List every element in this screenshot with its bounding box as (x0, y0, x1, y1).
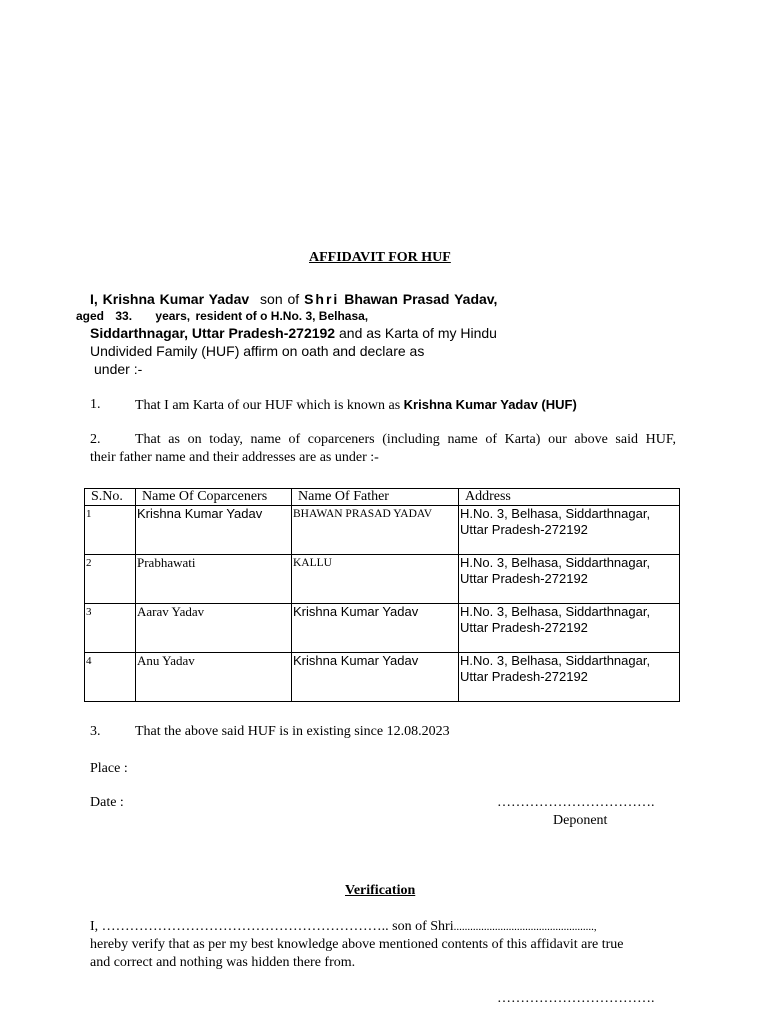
row-address: H.No. 3, Belhasa, Siddarthnagar, Uttar Pradesh-272192 (459, 653, 680, 702)
intro-line-1 (90, 291, 497, 307)
header-coparcener-name: Name Of Coparceners (136, 489, 292, 506)
row-sno: 3 (85, 604, 136, 653)
row-sno: 2 (85, 555, 136, 604)
huf-name: Krishna Kumar Yadav (HUF) (403, 397, 577, 412)
point-1-text (135, 397, 577, 414)
row-coparcener-name: Anu Yadav (136, 653, 292, 702)
coparceners-table (84, 488, 680, 702)
header-father-name: Name Of Father (292, 489, 459, 506)
row-coparcener-name: Prabhawati (136, 555, 292, 604)
point-3-text: That the above said HUF is in existing since 12.08.2023 (135, 724, 450, 739)
row-address: H.No. 3, Belhasa, Siddarthnagar, Uttar Pradesh-272192 (459, 506, 680, 555)
row-father-name: BHAWAN PRASAD YADAV (292, 506, 459, 555)
intro-line-2 (76, 309, 368, 323)
row-coparcener-name: Krishna Kumar Yadav (136, 506, 292, 555)
father-name: Bhawan Prasad Yadav, (344, 291, 498, 307)
point-3-number: 3. (90, 724, 101, 739)
deponent-signature-line: ……………………………. (497, 795, 655, 810)
row-sno: 4 (85, 653, 136, 702)
row-father-name: KALLU (292, 555, 459, 604)
table-row (85, 555, 680, 604)
intro-line-5: under :- (94, 361, 143, 377)
point-1-body: That I am Karta of our HUF which is known as (135, 398, 401, 413)
point-2-number: 2. (90, 432, 101, 447)
intro-line-3 (90, 325, 497, 341)
date-label: Date : (90, 795, 124, 810)
karta-clause: and as Karta of my Hindu (339, 325, 497, 341)
document-title: AFFIDAVIT FOR HUF (309, 250, 451, 265)
header-address: Address (459, 489, 680, 506)
age-value: 33. (115, 309, 133, 323)
table-row (85, 604, 680, 653)
verification-title: Verification (345, 883, 416, 898)
row-father-name: Krishna Kumar Yadav (292, 604, 459, 653)
point-2-line-1: That as on today, name of coparceners (including name of Karta) our above said HUF, (135, 432, 676, 447)
intro-prefix: I, (90, 291, 98, 307)
son-of-text: son of (260, 291, 300, 307)
row-father-name: Krishna Kumar Yadav (292, 653, 459, 702)
point-2-line-2: their father name and their addresses are as under :- (90, 450, 379, 465)
years-text: years, (155, 309, 191, 323)
resident-text: resident of o H.No. 3, Belhasa, (195, 309, 369, 323)
location-text: Siddarthnagar, Uttar Pradesh-272192 (90, 325, 336, 341)
verification-line-3: and correct and nothing was hidden there from. (90, 955, 356, 970)
table-header-row (85, 489, 680, 506)
row-address: H.No. 3, Belhasa, Siddarthnagar, Uttar Pradesh-272192 (459, 604, 680, 653)
row-address: H.No. 3, Belhasa, Siddarthnagar, Uttar Pradesh-272192 (459, 555, 680, 604)
point-1-number: 1. (90, 397, 101, 412)
verification-line-2: hereby verify that as per my best knowledge above mentioned contents of this affidavit are true (90, 937, 624, 952)
place-label: Place : (90, 761, 128, 776)
verification-line-1-dots: ..................................................., (453, 921, 597, 933)
header-sno: S.No. (85, 489, 136, 506)
table-row (85, 506, 680, 555)
verification-signature-line: ……………………………. (497, 991, 655, 1006)
row-coparcener-name: Aarav Yadav (136, 604, 292, 653)
verification-line-1-start: I, …………………………………………………….. son of Shri (90, 919, 454, 934)
aged-label: aged (76, 309, 105, 323)
row-sno: 1 (85, 506, 136, 555)
table-row (85, 653, 680, 702)
verification-line-1 (90, 919, 597, 935)
karta-name: Krishna Kumar Yadav (102, 291, 250, 307)
shri-text: Shri (304, 291, 340, 307)
deponent-label: Deponent (553, 813, 608, 828)
intro-line-4: Undivided Family (HUF) affirm on oath and declare as (90, 343, 425, 359)
